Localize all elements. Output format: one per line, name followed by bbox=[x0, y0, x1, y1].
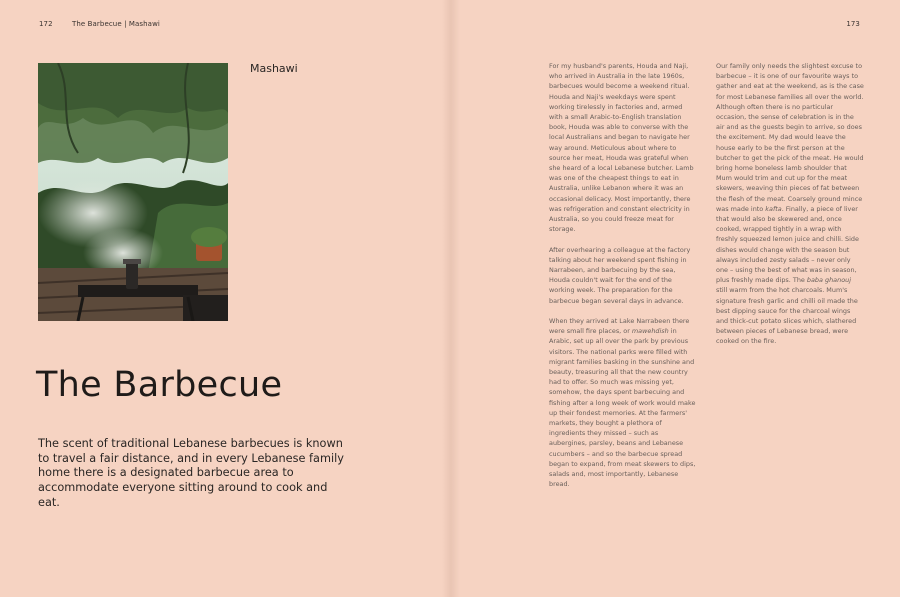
text-run: When they arrived at Lake Narrabeen there were small fire places, or bbox=[549, 317, 690, 336]
text-run: still warm from the hot charcoals. Mum's signature fresh garlic and chilli oil made the best dipping sauce for the charcoal wings and thick-cut potato slices which, slathered between pieces of Lebanese bread, were cooked on the fire. bbox=[716, 286, 858, 346]
body-column-1 bbox=[549, 61, 697, 500]
body-paragraph: After overhearing a colleague at the factory talking about her weekend spent fishing in Narrabeen, and barbecuing by the sea, Houda couldn't wait for the end of the working week. The preparation for the barbecue began several days in advance. bbox=[549, 245, 691, 305]
italic-term: mawehdish bbox=[631, 327, 669, 336]
body-paragraph bbox=[716, 61, 864, 347]
intro-paragraph: The scent of traditional Lebanese barbecues is known to travel a fair distance, and in every Lebanese family home there is a designated barbecue area to accommodate everyone sitting around to cook and eat. bbox=[38, 437, 344, 509]
body-paragraph: For my husband's parents, Houda and Naji, who arrived in Australia in the late 1960s, barbecues would become a weekend ritual. Houda and Naji's weekdays were spent working tirelessly in factories and, armed with a small Arabic-to-English translation book, Houda was able to converse with the local Australians and began to navigate her way around. Meticulous about where to source her meat, Houda was grateful when she heard of a local Lebanese butcher. Lamb was one of the cheapest things to eat in Australia, unlike Lebanon where it was an occasional delicacy. Most importantly, there was refrigeration and constant electricity in Australia, so you could freeze meat for storage. bbox=[549, 62, 694, 234]
barbecue-garden-photo-icon bbox=[38, 63, 228, 321]
text-run: Our family only needs the slightest excuse to barbecue – it is one of our favourite ways to gather and eat at the weekend, as is the case for most Lebanese families all over the world. Although often there is no particular occasion, the sense of celebration is in the air and as the guests begin to arrive, so does the excitement. My dad would leave the house early to be the first person at the butcher to get the pick of the meat. He would bring home boneless lamb shoulder that Mum would trim and cut up for the meat skewers, weaving thin pieces of fat between the flesh of the meat. Coarsely ground mince was made into bbox=[716, 62, 864, 213]
running-title: The Barbecue | Mashawi bbox=[72, 20, 160, 28]
recipe-subtitle: Mashawi bbox=[250, 62, 298, 75]
text-run: in Arabic, set up all over the park by previous visitors. The national parks were filled with migrant families basking in the sunshine and beauty, treasuring all that the new country had to offer. So much was missing yet, somehow, the days spent barbecuing and fishing after a long week of work would make up their fondest memories. At the farmers' markets, they bought a plethora of ingredients they missed – such as aubergines, parsley, beans and Lebanese cucumbers – and so the barbecue spread began to expand, from meat skewers to dips, salads and, most importantly, Lebanese bread. bbox=[549, 327, 696, 489]
right-page-number: 173 bbox=[846, 20, 860, 28]
left-page-number: 172 bbox=[39, 20, 53, 28]
text-run: . Finally, a piece of liver that would also be skewered and, once cooked, wrapped tightly in a wrap with freshly squeezed lemon juice and chilli. Side dishes would change with the season but always included zesty salads – never only one – using the best of what was in season, plus freshly made dips. The bbox=[716, 204, 859, 285]
barbecue-garden-photo bbox=[38, 63, 228, 321]
chapter-title: The Barbecue bbox=[36, 365, 283, 405]
italic-term: kafta bbox=[765, 204, 782, 213]
gutter-shadow bbox=[442, 0, 460, 597]
body-column-2 bbox=[716, 61, 864, 357]
body-paragraph bbox=[549, 316, 697, 489]
italic-term: baba ghanouj bbox=[806, 276, 852, 285]
